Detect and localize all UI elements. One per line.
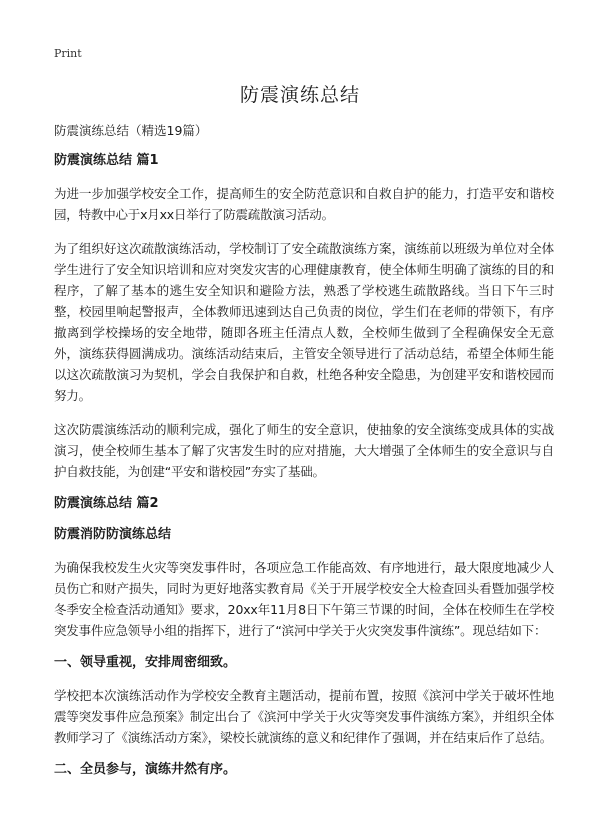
page-title: 防震演练总结 — [239, 84, 360, 106]
section-heading-1: 防震演练总结 篇1 — [54, 153, 159, 168]
paragraph: 学校把本次演练活动作为学校安全教育主题活动，提前布置，按照《滨河中学关于破坏性地震等突发事件应急预案》制定出台了《滨河中学关于火灾等突发事件演练方案》，并组织全体教师学习了《演练活动方案》，梁校长就演练的意义和纪律作了强调，并在结束后作了总结。 — [54, 688, 554, 745]
paragraph: 这次防震演练活动的顺利完成，强化了师生的安全意识，使抽象的安全演练变成具体的实战演习，使全校师生基本了解了灾害发生时的应对措施，大大增强了全体师生的安全意识与自护自救技能，为创建“平安和谐校园”夯实了基础。 — [54, 422, 554, 479]
paragraph: 为进一步加强学校安全工作，提高师生的安全防范意识和自救自护的能力，打造平安和谐校园，特教中心于x月xx日举行了防震疏散演习活动。 — [54, 186, 554, 222]
document-subtitle: 防震演练总结（精选19篇） — [54, 123, 208, 138]
point-heading-1: 一、领导重视，安排周密细致。 — [54, 655, 237, 670]
document-body — [54, 122, 554, 792]
point-heading-2: 二、全员参与，演练井然有序。 — [54, 762, 237, 777]
print-link[interactable]: Print — [54, 47, 82, 60]
paragraph: 为了组织好这次疏散演练活动，学校制订了安全疏散演练方案，演练前以班级为单位对全体学生进行了安全知识培训和应对突发灾害的心理健康教育，使全体师生明确了演练的目的和程序，了解了基本的逃生安全知识和避险方法，熟悉了学校逃生疏散路线。当日下午三时整，校园里响起警报声，全体教师迅速到达自己负责的岗位，学生们在老师的带领下，有序撤离到学校操场的安全地带，随即各班主任清点人数，全校师生做到了全程确保安全无意外，演练获得圆满成功。演练活动结束后，主管安全领导进行了活动总结，希望全体师生能以这次疏散演习为契机，学会自我保护和自救，杜绝各种安全隐患，为创建平安和谐校园而努力。 — [54, 241, 554, 403]
section-heading-2: 防震演练总结 篇2 — [54, 496, 159, 511]
subsection-heading: 防震消防防演练总结 — [54, 527, 172, 542]
paragraph: 为确保我校发生火灾等突发事件时，各项应急工作能高效、有序地进行，最大限度地减少人员伤亡和财产损失，同时为更好地落实教育局《关于开展学校安全大检查回头看暨加强学校冬季安全检查活动通知》要求，20xx年11月8日下午第三节课的时间，全体在校师生在学校突发事件应急领导小组的指挥下，进行了“滨河中学关于火灾突发事件演练”。现总结如下： — [54, 560, 554, 638]
